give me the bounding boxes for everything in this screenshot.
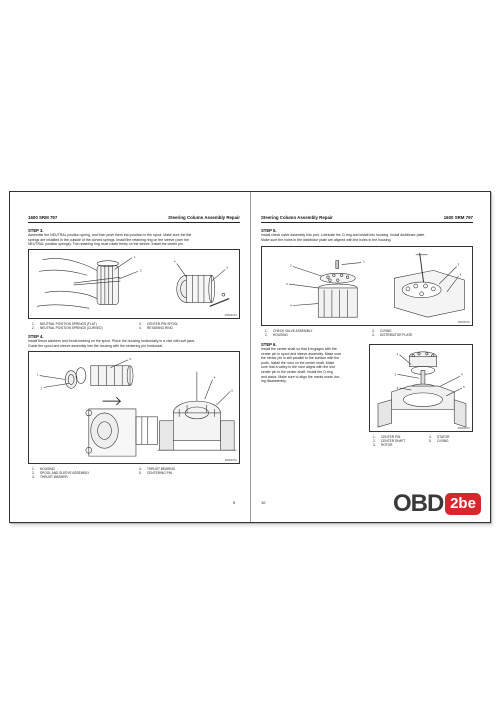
step4-line: Guide the spool and sleeve assembly into the housing with the centering pin horizontal. xyxy=(28,343,164,348)
legend-item: 5. CENTERING PIN xyxy=(139,471,172,475)
step4-title: STEP 4. xyxy=(28,334,44,339)
step6-line: ports. Install the rotor on the center shaft. Make xyxy=(261,360,335,365)
spring-install-illustration xyxy=(29,250,239,318)
step4-figure-id: FM000XXX xyxy=(224,459,237,462)
step3-legend xyxy=(32,322,240,332)
right-page-number: 10 xyxy=(261,500,266,505)
obd2be-watermark-logo xyxy=(393,488,481,520)
legend-item: 3. O-RING xyxy=(372,329,392,333)
step5-text xyxy=(261,233,476,242)
callout-2: 2 xyxy=(289,263,292,268)
left-header-title: Steering Column Assembly Repair xyxy=(168,215,240,220)
callout-3: 3 xyxy=(226,265,228,270)
legend-item: 4. DISTRIBUTOR PLATE xyxy=(372,333,413,337)
callout-1: 1 xyxy=(363,259,365,264)
logo-text-2be: 2be xyxy=(445,493,481,515)
step6-line: center pin in the center shaft. Install the O-ring xyxy=(261,369,333,374)
legend-item: 1. NEUTRAL POSITION SPRINGS (FLAT) xyxy=(32,322,97,326)
legend-item: 1. CENTER PIN xyxy=(373,435,401,439)
step3-figure xyxy=(28,249,240,319)
legend-item: 1. HOUSING xyxy=(32,467,55,471)
legend-item: 4. RETAINING RING xyxy=(139,326,173,330)
step3-text xyxy=(28,233,243,247)
callout-4: 4 xyxy=(213,375,216,380)
step5-line: Make sure the holes in the distributor plate are aligned with the holes in the housing. xyxy=(261,237,392,242)
housing-assembly-illustration xyxy=(29,352,239,463)
legend-item: 5. O-RING xyxy=(429,439,449,443)
step6-figure-id: FM000XXX xyxy=(457,427,470,430)
legend-item: 2. CENTER SHAFT xyxy=(373,439,406,443)
step6-line: Install the center shaft so that it engages with the xyxy=(261,347,337,351)
callout-1: 1 xyxy=(134,254,136,259)
callout-3: 3 xyxy=(129,356,131,361)
callout-4: 4 xyxy=(289,303,292,308)
callout-1: 1 xyxy=(396,351,399,356)
step5-legend xyxy=(265,329,473,339)
step4-text xyxy=(28,339,243,348)
check-valve-illustration xyxy=(262,247,472,325)
step6-line: center pin in spool and sleeve assembly. Make sure xyxy=(261,351,342,356)
callout-5: 5 xyxy=(463,385,465,389)
callout-4: 4 xyxy=(173,259,176,264)
step3-title: STEP 3. xyxy=(28,228,44,233)
callout-3b: 3 xyxy=(457,262,460,267)
legend-item: 2. NEUTRAL POSITION SPRINGS (CURVED) xyxy=(32,326,103,330)
legend-item: 2. SPOOL AND SLEEVE ASSEMBLY xyxy=(32,471,90,475)
rotor-stator-illustration xyxy=(370,345,472,431)
legend-item: 4. STATOR xyxy=(429,435,450,439)
step6-line: and stator. Make sure to align the marks made dur- xyxy=(261,374,341,379)
manual-spread xyxy=(9,191,491,523)
step4-figure xyxy=(28,351,240,464)
step3-line: NEUTRAL position springs). The retaining ring must rotate freely on the sleeve. Install the center pin. xyxy=(28,242,184,247)
right-header-title: Steering Column Assembly Repair xyxy=(261,215,333,220)
step5-title: STEP 5. xyxy=(261,228,277,233)
legend-item: 4. THRUST BEARING xyxy=(139,467,176,471)
callout-4: 4 xyxy=(461,372,463,377)
step6-legend xyxy=(373,435,477,449)
step6-figure xyxy=(369,344,473,432)
legend-item: 3. ROTOR xyxy=(373,443,393,447)
callout-2: 2 xyxy=(394,372,397,377)
right-header-doc-id: 1600 SRM 797 xyxy=(443,215,473,220)
step6-line: ing disassembly. xyxy=(261,379,287,384)
step4-legend xyxy=(32,467,240,481)
step5-line: Install check valve assembly into port. Lubricate the O-ring and install into housing. Install distributor plate. xyxy=(261,233,426,237)
right-header-rule xyxy=(261,222,473,223)
legend-item: 2. HOUSING xyxy=(265,333,288,337)
callout-1: 1 xyxy=(36,372,39,377)
step6-line: sure that a valley in the rotor aligns with the slot xyxy=(261,365,335,370)
callout-2: 2 xyxy=(40,386,43,391)
right-page xyxy=(251,192,491,522)
step3-line: Assemble the NEUTRAL position spring, and then push them into position in the spool. Make sure the flat xyxy=(28,233,192,237)
left-page xyxy=(10,192,250,522)
legend-item: 3. THRUST WASHER xyxy=(32,475,68,479)
callout-4b: 4 xyxy=(459,272,462,277)
callout-3: 3 xyxy=(396,385,399,390)
callout-5: 5 xyxy=(231,388,233,393)
logo-text-obd: OBD xyxy=(393,490,444,517)
step3-line: springs are installed in the outside of the curved springs. Install the retaining ring on the sleeve (over the xyxy=(28,237,190,242)
step5-figure xyxy=(261,246,473,326)
legend-item: 1. CHECK VALVE ASSEMBLY xyxy=(265,329,313,333)
left-header-doc-id: 1600 SRM 797 xyxy=(28,215,58,220)
callout-2: 2 xyxy=(139,268,142,273)
step3-figure-id: FM000XXX xyxy=(224,314,237,317)
step6-title: STEP 6. xyxy=(261,342,277,347)
callout-3: 3 xyxy=(286,282,288,287)
legend-item: 3. CENTER PIN SPOOL xyxy=(139,322,179,326)
step5-figure-id: FM000XXX xyxy=(457,321,470,324)
left-header-rule xyxy=(28,222,240,223)
step6-text xyxy=(261,347,363,384)
step4-line: Install thrust washers and thrust bearing on the spool. Place the housing horizontally in a vise with soft jaws. xyxy=(28,339,196,343)
step6-line: the center pin is still parallel to the surface with the xyxy=(261,356,340,361)
left-page-number: 9 xyxy=(233,500,236,505)
